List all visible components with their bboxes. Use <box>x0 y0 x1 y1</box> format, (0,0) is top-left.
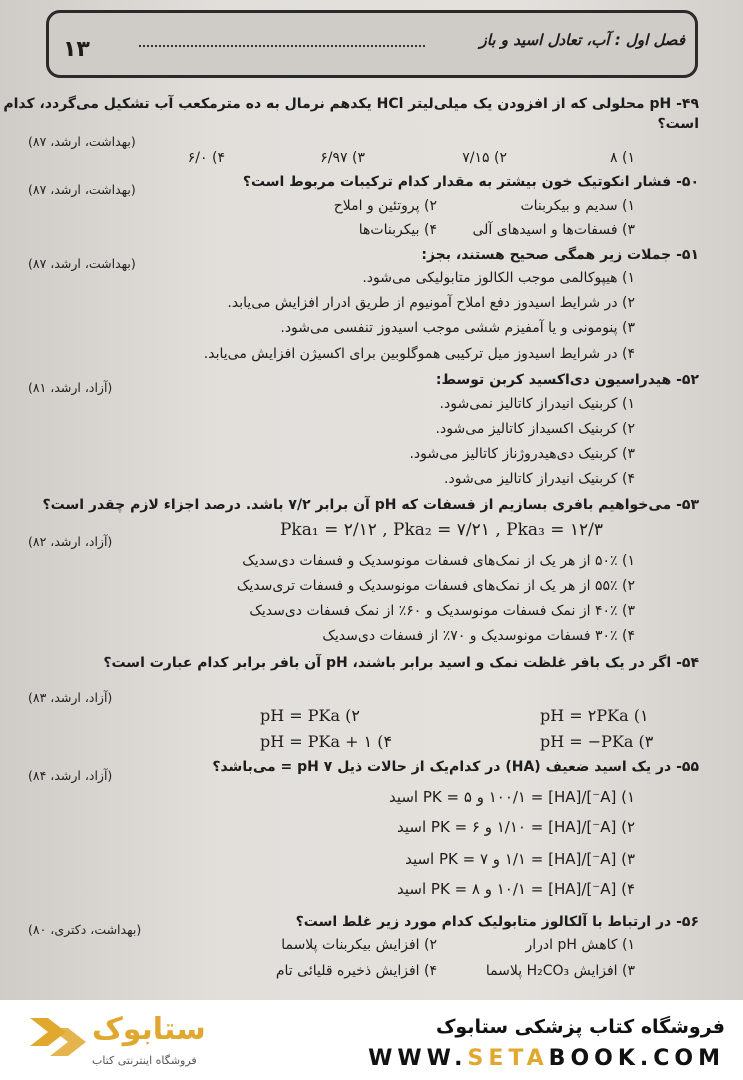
question-56-option-1: ۱) کاهش pH ادرار <box>525 937 635 953</box>
question-54-option-2: ۲) pH = PKa <box>260 706 360 725</box>
question-55-option-3: ۳) [A⁻]/[HA] = ۱/۱ و PK = ۷ اسید <box>405 850 635 868</box>
question-51-option-1: ۱) هیپوکالمی موجب الکالوز متابولیکی می‌شود. <box>362 270 635 286</box>
question-54-source: (آزاد، ارشد، ۸۳) <box>28 690 113 705</box>
question-56-option-4: ۴) افزایش ذخیره قلیائی تام <box>275 963 437 979</box>
url-suffix: BOOK.COM <box>548 1046 725 1071</box>
question-53-option-3: ۳) ۴۰٪ از نمک فسفات مونوسدیک و ۶۰٪ از نمک فسفات دی‌سدیک <box>249 603 635 619</box>
question-54-text: ۵۴- اگر در یک بافر غلظت نمک و اسید برابر باشند، pH آن بافر برابر کدام عبارت است؟ <box>103 655 699 671</box>
logo-wordmark: ستابوک <box>92 1012 206 1047</box>
setabook-logo-icon <box>28 1012 88 1062</box>
question-55-text: ۵۵- در یک اسید ضعیف (HA) در کدام‌یک از حالات ذیل pH ۷ = می‌باشد؟ <box>212 759 699 775</box>
question-54-option-1: ۱) pH = ۲PKa <box>540 706 649 725</box>
question-49-option-1: ۱) ۸ <box>610 150 635 166</box>
question-49-text-cont: است؟ <box>657 116 699 132</box>
question-49-option-2: ۲) ۷/۱۵ <box>462 150 507 166</box>
question-55-option-2: ۲) [A⁻]/[HA] = ۱/۱۰ و PK = ۶ اسید <box>397 818 635 836</box>
question-54-option-3: ۳) pH = −PKa <box>540 732 654 751</box>
store-name: فروشگاه کتاب پزشکی ستابوک <box>435 1016 725 1038</box>
question-50-option-1: ۱) سدیم و بیکربنات <box>520 198 635 214</box>
question-56-option-2: ۲) افزایش بیکربنات پلاسما <box>281 937 437 953</box>
question-53-option-1: ۱) ۵۰٪ از هر یک از نمک‌های فسفات مونوسدیک و فسفات دی‌سدیک <box>242 553 635 569</box>
question-52-option-1: ۱) کربنیک انیدراز کاتالیز نمی‌شود. <box>439 396 635 412</box>
question-51-option-2: ۲) در شرایط اسیدوز دفع املاح آمونیوم از طریق ادرار افزایش می‌یابد. <box>227 295 635 311</box>
question-53-option-2: ۲) ۵۵٪ از هر یک از نمک‌های فسفات مونوسدیک و فسفات تری‌سدیک <box>236 578 635 594</box>
question-55-option-4: ۴) [A⁻]/[HA] = ۱۰/۱ و PK = ۸ اسید <box>397 880 635 898</box>
store-footer <box>0 1000 743 1080</box>
question-52-text: ۵۲- هیدراسیون دی‌اکسید کربن توسط: <box>435 372 699 388</box>
question-53-text: ۵۳- می‌خواهیم بافری بسازیم از فسفات که pH آن برابر ۷/۲ باشد. درصد اجزاء لازم چقدر است؟ <box>42 497 699 513</box>
question-52-option-4: ۴) کربنیک انیدراز کاتالیز می‌شود. <box>444 471 635 487</box>
question-49-option-3: ۳) ۶/۹۷ <box>320 150 365 166</box>
store-url-link[interactable] <box>368 1046 725 1071</box>
question-52-source: (آزاد، ارشد، ۸۱) <box>28 380 113 395</box>
question-50-option-3: ۳) فسفات‌ها و اسیدهای آلی <box>472 222 635 238</box>
header-dotted-rule <box>139 45 425 47</box>
question-54-option-4: ۴) pH = PKa + ۱ <box>260 732 393 751</box>
question-52-option-3: ۳) کربنیک دی‌هیدروژناز کاتالیز می‌شود. <box>409 446 635 462</box>
question-52-option-2: ۲) کربنیک اکسیداز کاتالیز می‌شود. <box>435 421 635 437</box>
question-55-source: (آزاد، ارشد، ۸۴) <box>28 768 113 783</box>
chapter-title: فصل اول : آب، تعادل اسید و باز <box>479 31 685 49</box>
chapter-header <box>46 10 698 78</box>
question-53-option-4: ۴) ۳۰٪ فسفات مونوسدیک و ۷۰٪ از فسفات دی‌سدیک <box>322 628 635 644</box>
question-55-option-1: ۱) [A⁻]/[HA] = ۱۰۰/۱ و PK = ۵ اسید <box>388 788 635 806</box>
question-51-option-3: ۳) پنومونی و یا آمفیزم ششی موجب اسیدوز تنفسی می‌شود. <box>280 320 635 336</box>
question-50-option-4: ۴) بیکربنات‌ها <box>358 222 437 238</box>
question-56-text: ۵۶- در ارتباط با آلکالوز متابولیک کدام مورد زیر غلط است؟ <box>295 914 699 930</box>
question-51-source: (بهداشت، ارشد، ۸۷) <box>28 256 136 271</box>
logo-subtitle: فروشگاه اینترنتی کتاب <box>92 1054 197 1067</box>
url-accent: SETA <box>467 1046 549 1071</box>
question-49-option-4: ۴) ۶/۰ <box>187 150 225 166</box>
page-number: ۱۳ <box>63 37 90 62</box>
question-50-option-2: ۲) پروتئین و املاح <box>333 198 437 214</box>
question-49-text: ۴۹- pH محلولی که از افزودن یک میلی‌لیتر HCl یکدهم نرمال به ده مترمکعب آب تشکیل می‌گردد، کدام <box>3 96 699 112</box>
question-53-source: (آزاد، ارشد، ۸۲) <box>28 534 113 549</box>
question-53-pka-formula: Pka₁ = ۲/۱۲ , Pka₂ = ۷/۲۱ , Pka₃ = ۱۲/۳ <box>279 520 603 540</box>
question-49-source: (بهداشت، ارشد، ۸۷) <box>28 134 136 149</box>
question-50-source: (بهداشت، ارشد، ۸۷) <box>28 182 136 197</box>
question-51-text: ۵۱- جملات زیر همگی صحیح هستند، بجز: <box>421 247 699 263</box>
question-50-text: ۵۰- فشار انکوتیک خون بیشتر به مقدار کدام ترکیبات مربوط است؟ <box>242 174 699 190</box>
url-prefix: WWW. <box>368 1046 468 1071</box>
question-56-source: (بهداشت، دکتری، ۸۰) <box>28 922 142 937</box>
question-56-option-3: ۳) افزایش H₂CO₃ پلاسما <box>485 963 635 979</box>
question-51-option-4: ۴) در شرایط اسیدوز میل ترکیبی هموگلوبین برای اکسیژن افزایش می‌یابد. <box>203 346 635 362</box>
